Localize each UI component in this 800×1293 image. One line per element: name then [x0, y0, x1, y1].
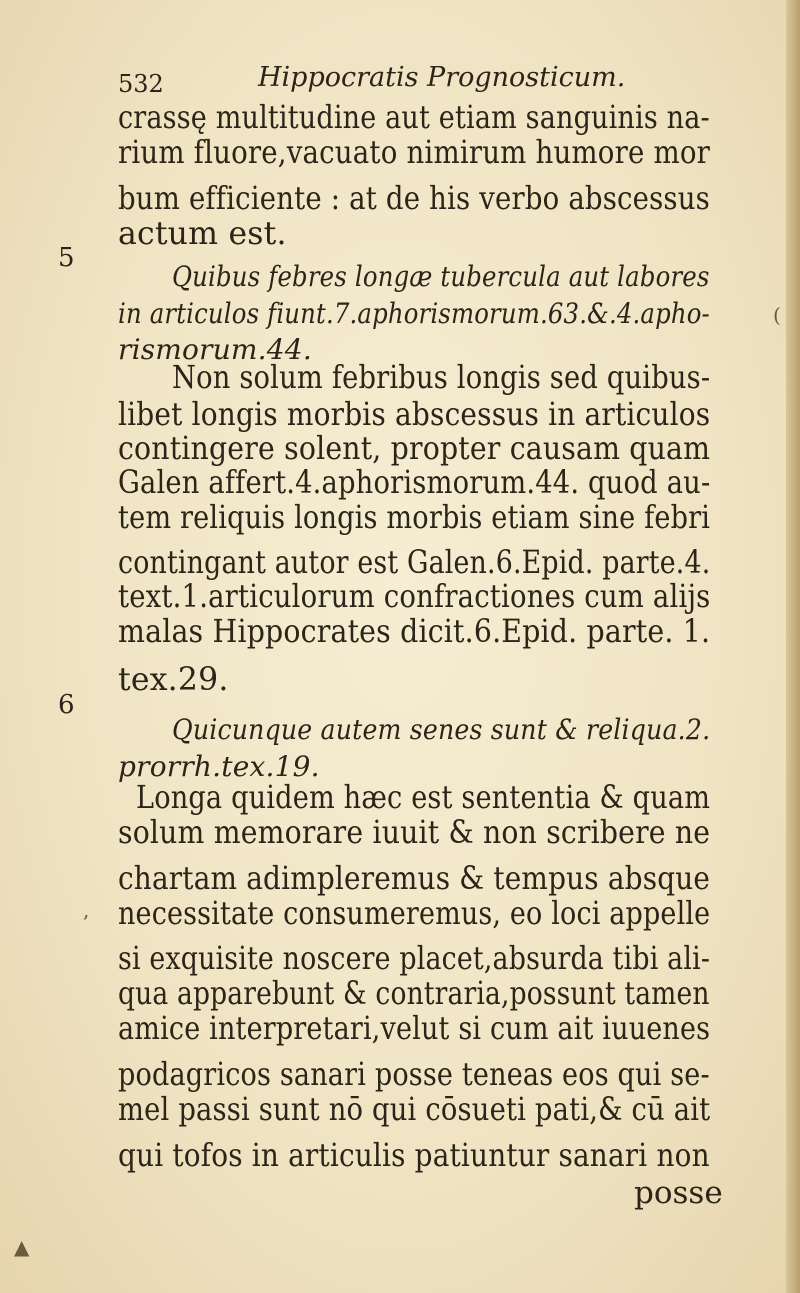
- text-line: qua apparebunt & contraria,possunt tamen: [118, 976, 710, 1012]
- text-line: Galen affert.4.aphorismorum.44. quod au-: [118, 465, 711, 501]
- heading-line: Quibus febres longæ tubercula aut labores: [172, 260, 710, 293]
- margin-mark: ,: [83, 898, 90, 922]
- text-line: actum est.: [118, 216, 287, 252]
- text-line: necessitate consumeremus, eo loci appelle: [118, 896, 711, 932]
- text-line: Non solum febribus longis sed quibus-: [172, 360, 711, 396]
- text-line: qui tofos in articulis patiuntur sanari non: [118, 1138, 710, 1174]
- heading-line: Quicunque autem senes sunt & reliqua.2.: [172, 713, 711, 746]
- text-line: chartam adimpleremus & tempus absque: [118, 861, 711, 897]
- catchword: posse: [634, 1175, 723, 1211]
- text-line: solum memorare iuuit & non scribere ne: [118, 815, 711, 851]
- text-line: rium fluore,vacuato nimirum humore mor: [118, 135, 711, 171]
- margin-number-5: 5: [58, 243, 75, 273]
- text-line: Longa quidem hæc est sententia & quam: [136, 780, 711, 816]
- text-line: podagricos sanari posse teneas eos qui se-: [118, 1057, 710, 1093]
- text-line: tex.29.: [118, 662, 229, 698]
- margin-mark: (: [773, 303, 781, 327]
- heading-line: prorrh.tex.19.: [118, 750, 320, 783]
- text-line: crassę multitudine aut etiam sanguinis na-: [118, 100, 710, 136]
- text-line: bum efficiente : at de his verbo abscessus: [118, 181, 710, 217]
- margin-number-6: 6: [58, 690, 75, 720]
- page-edge: [786, 0, 800, 1293]
- text-line: text.1.articulorum confractiones cum alijs: [118, 579, 711, 615]
- margin-mark: ▲: [14, 1235, 30, 1259]
- text-line: si exquisite noscere placet,absurda tibi ali-: [118, 941, 711, 977]
- heading-line: in articulos fiunt.7.aphorismorum.63.&.4.apho-: [118, 297, 710, 330]
- text-line: contingere solent, propter causam quam: [118, 431, 711, 467]
- text-line: malas Hippocrates dicit.6.Epid. parte. 1.: [118, 614, 711, 650]
- page-number: 532: [118, 70, 164, 98]
- text-line: tem reliquis longis morbis etiam sine febri: [118, 500, 711, 536]
- text-line: libet longis morbis abscessus in articulos: [118, 397, 711, 433]
- running-title: Hippocratis Prognosticum.: [258, 62, 626, 93]
- heading-line: rismorum.44.: [118, 333, 312, 366]
- text-line: amice interpretari,velut si cum ait iuuenes: [118, 1011, 711, 1047]
- text-line: mel passi sunt nō qui cōsueti pati,& cū ait: [118, 1092, 711, 1128]
- text-line: contingant autor est Galen.6.Epid. parte.4.: [118, 545, 711, 581]
